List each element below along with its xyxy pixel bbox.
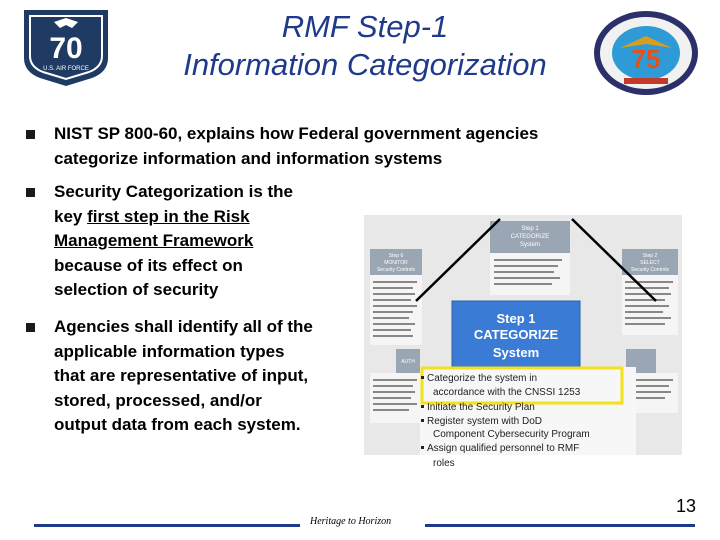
air-force-70-logo	[16, 6, 116, 88]
main-item-1-line-1: Categorize the system in	[427, 373, 538, 384]
main-step1-line-1: Step 1	[496, 311, 536, 326]
step1-small-line-2: CATEGORIZE	[510, 234, 550, 240]
bullet-2-line-5: selection of security	[54, 280, 219, 299]
footer-rule-right	[425, 524, 695, 527]
main-item-4-line-2: roles	[433, 458, 455, 469]
bullet-1-line-2: categorize information and information systems	[54, 148, 443, 168]
main-item-3-line-2: Component Cybersecurity Program	[433, 429, 590, 440]
bullet-2-underlined-1: first step in the Risk	[87, 206, 250, 226]
bullet-square-icon	[26, 130, 35, 139]
slide-title	[120, 8, 610, 84]
step5-partial-label: AUTH	[401, 359, 415, 365]
main-item-1-line-2: accordance with the CNSSI 1253	[433, 387, 581, 398]
bullet-2-line-4: because of its effect on	[54, 255, 243, 275]
step1-small-line-3: System	[519, 242, 541, 248]
bullet-3-line-4: stored, processed, and/or	[54, 390, 262, 410]
step2-line-2: SELECT	[640, 260, 660, 266]
page-number: 13	[676, 496, 697, 516]
footer-text: Heritage to Horizon	[310, 516, 392, 527]
main-step1-line-3: System	[492, 345, 540, 360]
bullet-3-line-5: output data from each system.	[54, 415, 301, 434]
seal-75-logo	[590, 8, 702, 98]
bullet-2-line-1: Security Categorization is the	[54, 182, 293, 201]
main-item-2: Initiate the Security Plan	[427, 402, 535, 413]
bullet-3-line-1: Agencies shall identify all of the	[54, 317, 313, 336]
logo-right-number: 75	[631, 44, 661, 74]
bullet-square-icon	[26, 188, 35, 197]
step2-line-1: Step 2	[642, 253, 658, 259]
bullet-3-line-3: that are representative of input,	[54, 366, 309, 385]
title-line-1: RMF Step-1	[281, 9, 449, 44]
bullet-2-line-2-plain: key	[54, 206, 88, 226]
main-step1-line-2: CATEGORIZE	[473, 327, 559, 342]
step6-line-3: Security Controls	[376, 267, 416, 273]
rmf-step1-diagram	[364, 215, 682, 455]
step6-line-1: Step 6	[388, 253, 404, 259]
bullet-1-line-1: NIST SP 800-60, explains how Federal government agencies	[54, 124, 539, 143]
logo-left-number: 70	[49, 32, 83, 65]
step1-small-line-1: Step 1	[521, 226, 539, 232]
main-item-3-line-1: Register system with DoD	[427, 416, 543, 427]
main-item-4-line-1: Assign qualified personnel to RMF	[427, 443, 580, 454]
step6-body	[370, 275, 422, 345]
footer-rule-left	[34, 524, 300, 527]
logo-left-caption: U.S. AIR FORCE	[43, 66, 89, 72]
bullet-3-line-2: applicable information types	[54, 341, 285, 361]
step2-line-3: Security Controls	[630, 267, 670, 273]
bullet-2-underlined-2: Management Framework	[54, 231, 254, 250]
bullet-2-line-2	[54, 205, 354, 230]
bullet-square-icon	[26, 323, 35, 332]
step6-line-2: MONITOR	[384, 260, 408, 266]
title-line-2: Information Categorization	[183, 47, 547, 82]
